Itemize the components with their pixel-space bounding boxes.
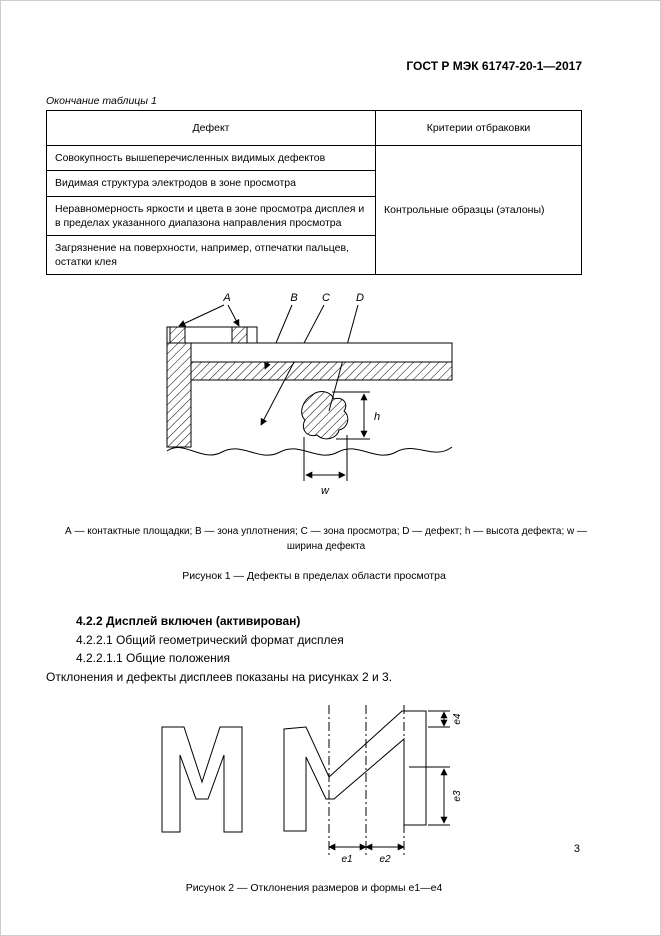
figure2-label-e3: e3 <box>452 790 463 802</box>
figure2-label-e1: e1 <box>341 853 353 865</box>
defect-cell: Неравномерность яркости и цвета в зоне просмотра дисплея и в пределах указанного диапазона направления просмотра <box>47 196 376 235</box>
section-paragraph: Отклонения и дефекты дисплеев показаны на рисунках 2 и 3. <box>46 669 393 684</box>
contact-pad <box>170 327 185 343</box>
figure2-label-e2: e2 <box>379 853 391 865</box>
section-heading-4-2-2: 4.2.2 Дисплей включен (активирован) <box>76 614 301 629</box>
table-row <box>47 146 582 171</box>
seal-zone <box>191 362 452 380</box>
figure1-label-b: В <box>290 292 298 305</box>
nominal-m-glyph <box>162 727 242 832</box>
table-header-row <box>47 111 582 146</box>
section-heading-4-2-2-1-1: 4.2.2.1.1 Общие положения <box>76 651 230 666</box>
break-wave-line <box>167 447 452 455</box>
left-glass-column <box>167 343 191 447</box>
defect-cell: Видимая структура электродов в зоне просмотра <box>47 171 376 196</box>
figure1-drawing <box>164 289 464 501</box>
dimension-e4 <box>428 711 450 727</box>
section-heading-4-2-2-1: 4.2.2.1 Общий геометрический формат дисплея <box>76 632 344 647</box>
doc-number: ГОСТ Р МЭК 61747-20-1—2017 <box>406 59 582 73</box>
table-continuation-note: Окончание таблицы 1 <box>46 95 157 107</box>
figure1-label-a: А <box>223 292 231 305</box>
dimension-w <box>304 435 347 481</box>
figure1-label-d: D <box>356 292 364 305</box>
defects-table <box>46 110 582 275</box>
contact-pad <box>232 327 247 343</box>
defect-cell: Загрязнение на поверхности, например, отпечатки пальцев, остатки клея <box>47 235 376 274</box>
page-number: 3 <box>573 843 580 855</box>
top-glass-plate <box>191 343 452 362</box>
figure1 <box>46 289 582 506</box>
figure2-label-e4: e4 <box>452 713 463 725</box>
figure1-label-h: h <box>374 411 381 424</box>
distorted-m-glyph <box>284 711 426 831</box>
column-header-defect: Дефект <box>47 111 376 146</box>
figure2 <box>46 697 582 874</box>
figure1-label-c: С <box>322 292 330 305</box>
column-header-criteria: Критерии отбраковки <box>376 111 582 146</box>
figure2-drawing <box>144 697 484 869</box>
defect-cell: Совокупность вышеперечисленных видимых дефектов <box>47 146 376 171</box>
defect-blob <box>302 392 348 439</box>
criteria-cell: Контрольные образцы (эталоны) <box>376 146 582 275</box>
figure1-label-w: w <box>321 485 329 498</box>
figure2-caption: Рисунок 2 — Отклонения размеров и формы е1—е4 <box>185 881 443 894</box>
figure1-caption: Рисунок 1 — Дефекты в пределах области просмотра <box>182 570 446 583</box>
figure1-legend: А — контактные площадки; В — зона уплотнения; С — зона просмотра; D — дефект; h — высота дефекта; w — ширина дефекта <box>65 526 587 553</box>
